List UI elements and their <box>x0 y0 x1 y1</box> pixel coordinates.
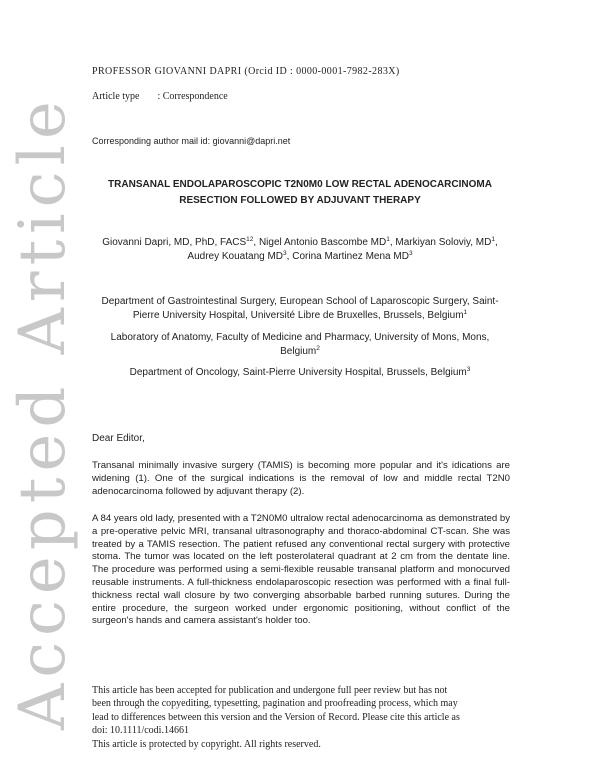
acceptance-notice <box>92 684 512 751</box>
affiliation-3-line-1 <box>60 366 540 380</box>
author-line-2 <box>60 250 540 264</box>
corresponding-author-email: Corresponding author mail id: giovanni@dapri.net <box>92 136 291 146</box>
affiliation-2-text: Belgium <box>280 346 317 357</box>
author-martinez-affiliation: 3 <box>408 250 413 257</box>
title-line-2: RESECTION FOLLOWED BY ADJUVANT THERAPY <box>179 195 421 206</box>
article-type-value: : Correspondence <box>157 91 228 102</box>
affiliation-1-text: Pierre University Hospital, Université Libre de Bruxelles, Brussels, Belgium <box>132 310 464 321</box>
affiliation-1-line-1: Department of Gastrointestinal Surgery, European School of Laparoscopic Surgery, Saint- <box>101 296 499 307</box>
author-kouatang: Audrey Kouatang MD <box>187 251 284 262</box>
doi-line: doi: 10.1111/codi.14661 <box>92 725 189 737</box>
notice-line-2: been through the copyediting, typesetting, pagination and proofreading process, which may <box>92 698 458 710</box>
author-separator: , <box>495 237 498 248</box>
affiliation-3 <box>60 366 540 380</box>
affiliation-3-text: Department of Oncology, Saint-Pierre University Hospital, Brussels, Belgium <box>129 367 467 378</box>
author-dapri-affiliation: 12 <box>246 236 254 243</box>
article-title <box>60 177 540 209</box>
body-paragraph-2: A 84 years old lady, presented with a T2N0M0 ultralow rectal adenocarcinoma as demonstrated by a pre-operative pelvic MRI, transanal ultrasonography and thoraco-abdominal CT-scan. She was treated by a TAMIS resection. The patient refused any conventional rectal surgery with protective stoma. The tumor was located on the left posterolateral quadrant at 2 cm from the dentate line. The procedure was performed using a semi-flexible reusable transanal platform and monocurved reusable instruments. A full-thickness endolaparoscopic resection was performed with a final full-thickness rectal wall closure by two converging absorbable barbed running sutures. During the entire procedure, the surgeon worked under ergonomic positioning, without conflict of the surgeon's hands and camera assistant's holder too. <box>92 513 510 627</box>
author-list <box>60 236 540 264</box>
author-line-1 <box>60 236 540 250</box>
affiliation-2-line-1: Laboratory of Anatomy, Faculty of Medicine and Pharmacy, University of Mons, Mons, <box>110 332 490 343</box>
author-martinez: , Corina Martinez Mena MD <box>286 251 409 262</box>
affiliation-2 <box>60 331 540 359</box>
author-soloviy-affiliation: 1 <box>491 236 495 243</box>
author-bascombe: , Nigel Antonio Bascombe MD <box>253 237 387 248</box>
article-type-line <box>92 91 228 102</box>
author-orcid-line: PROFESSOR GIOVANNI DAPRI (Orcid ID : 0000-0001-7982-283X) <box>92 66 400 77</box>
author-bascombe-affiliation: 1 <box>386 236 390 243</box>
affiliation-3-marker: 3 <box>466 366 471 373</box>
accepted-article-watermark: Accepted Article <box>6 95 80 730</box>
article-type-label: Article type <box>92 91 140 102</box>
notice-line-1: This article has been accepted for publication and undergone full peer review but has not <box>92 685 448 696</box>
copyright-line: This article is protected by copyright. All rights reserved. <box>92 738 321 750</box>
author-dapri: Giovanni Dapri, MD, PhD, FACS <box>102 237 247 248</box>
affiliation-1-line-2 <box>60 309 540 323</box>
author-kouatang-affiliation: 3 <box>283 250 287 257</box>
affiliation-2-line-2 <box>60 345 540 359</box>
title-line-1: TRANSANAL ENDOLAPAROSCOPIC T2N0M0 LOW RECTAL ADENOCARCINOMA <box>108 179 492 190</box>
affiliation-2-marker: 2 <box>316 345 320 352</box>
affiliation-1 <box>60 295 540 323</box>
notice-line-3: lead to differences between this version and the Version of Record. Please cite this article as <box>92 711 460 723</box>
body-paragraph-1: Transanal minimally invasive surgery (TAMIS) is becoming more popular and it's idications are widening (1). One of the surgical indications is the removal of low and middle rectal T2N0 adenocarcinoma followed by adjuvant therapy (2). <box>92 460 510 497</box>
affiliation-1-marker: 1 <box>463 309 468 316</box>
salutation: Dear Editor, <box>92 433 145 444</box>
author-soloviy: , Markiyan Soloviy, MD <box>389 237 492 248</box>
